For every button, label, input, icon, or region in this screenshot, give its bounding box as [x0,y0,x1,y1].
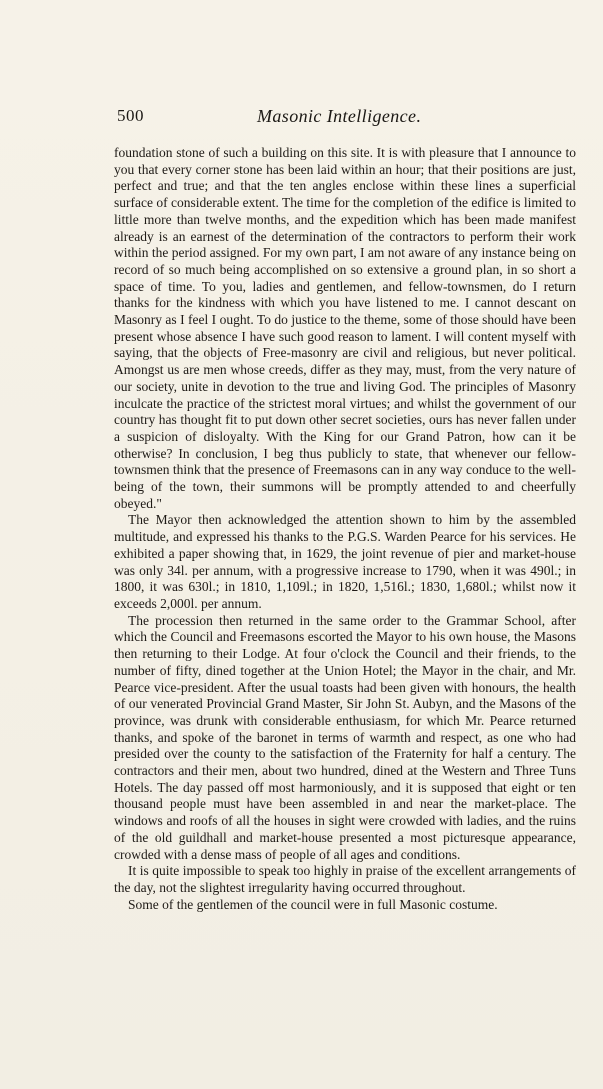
page-header [117,106,442,130]
paragraph-masonic-costume: Some of the gentlemen of the council were in full Masonic costume. [128,896,498,912]
paragraph-speech-continuation: foundation stone of such a building on this site. It is with pleasure that I announce to you that every corner stone has been laid within an hour; that their positions are just, perfect and true; and that the ten angles enclose within these lines a superficial surface of considerable extent. The time for the completion of the edifice is limited to little more than twelve months, and the expedition which has been made manifest already is an earnest of the determination of the contractors to perform their work within the period assigned. For my own part, I am not aware of any instance being on record of so much being accomplished on so extensive a ground plan, in so short a space of time. To you, ladies and gentlemen, and fellow-townsmen, do I return thanks for the kindness with which you have listened to me. I cannot descant on Masonry as I feel I ought. To do justice to the theme, some of those should have been present whose absence I have such good reason to lament. I will content myself with saying, that the objects of Free-masonry are civil and religious, but never political. Amongst us are men whose creeds, differ as they may, must, from the very nature of our society, unite in devotion to the true and living God. The principles of Masonry inculcate the practice of the strictest moral virtues; and whilst the government of our country has thought fit to put down other secret societies, ours has never fallen under a suspicion of disloyalty. With the King for our Grand Patron, how can it be otherwise? In conclusion, I beg thus publicly to state, that whenever our fellow-townsmen think that the presence of Freemasons can in any way conduce to the well-being of the town, their summons will be promptly attended to and cheerfully obeyed." [114,145,576,511]
page-number: 500 [117,106,144,125]
running-title: Masonic Intelligence. [257,106,422,126]
body-text [114,145,576,913]
paragraph-arrangements: It is quite impossible to speak too highly in praise of the excellent arrangements of the day, not the slightest irregularity having occurred throughout. [114,863,576,895]
paragraph-mayor-acknowledgement: The Mayor then acknowledged the attention shown to him by the assembled multitude, and expressed his thanks to the P.G.S. Warden Pearce for his services. He exhibited a paper showing that, in 1629, the joint revenue of pier and market-house was only 34l. per annum, with a progressive increase to 1790, when it was 490l.; in 1800, it was 630l.; in 1810, 1,109l.; in 1820, 1,516l.; 1830, 1,680l.; whilst now it exceeds 2,000l. per annum. [114,512,576,611]
paragraph-procession: The procession then returned in the same order to the Grammar School, after which the Council and Freemasons escorted the Mayor to his own house, the Masons then returning to their Lodge. At four o'clock the Council and their friends, to the number of fifty, dined together at the Union Hotel; the Mayor in the chair, and Mr. Pearce vice-president. After the usual toasts had been given with honours, the health of our venerated Provincial Grand Master, Sir John St. Aubyn, and the Masons of the province, was drunk with considerable enthusiasm, for which Mr. Pearce returned thanks, and spoke of the baronet in terms of warmth and respect, as one who had presided over the county to the satisfaction of the Fraternity for half a century. The contractors and their men, about two hundred, dined at the Western and Three Tuns Hotels. The day passed off most harmoniously, and it is supposed that eight or ten thousand people must have been assembled in and near the market-place. The windows and roofs of all the houses in sight were crowded with ladies, and the ruins of the old guildhall and market-house presented a most picturesque appearance, crowded with a dense mass of people of all ages and conditions. [114,612,576,862]
